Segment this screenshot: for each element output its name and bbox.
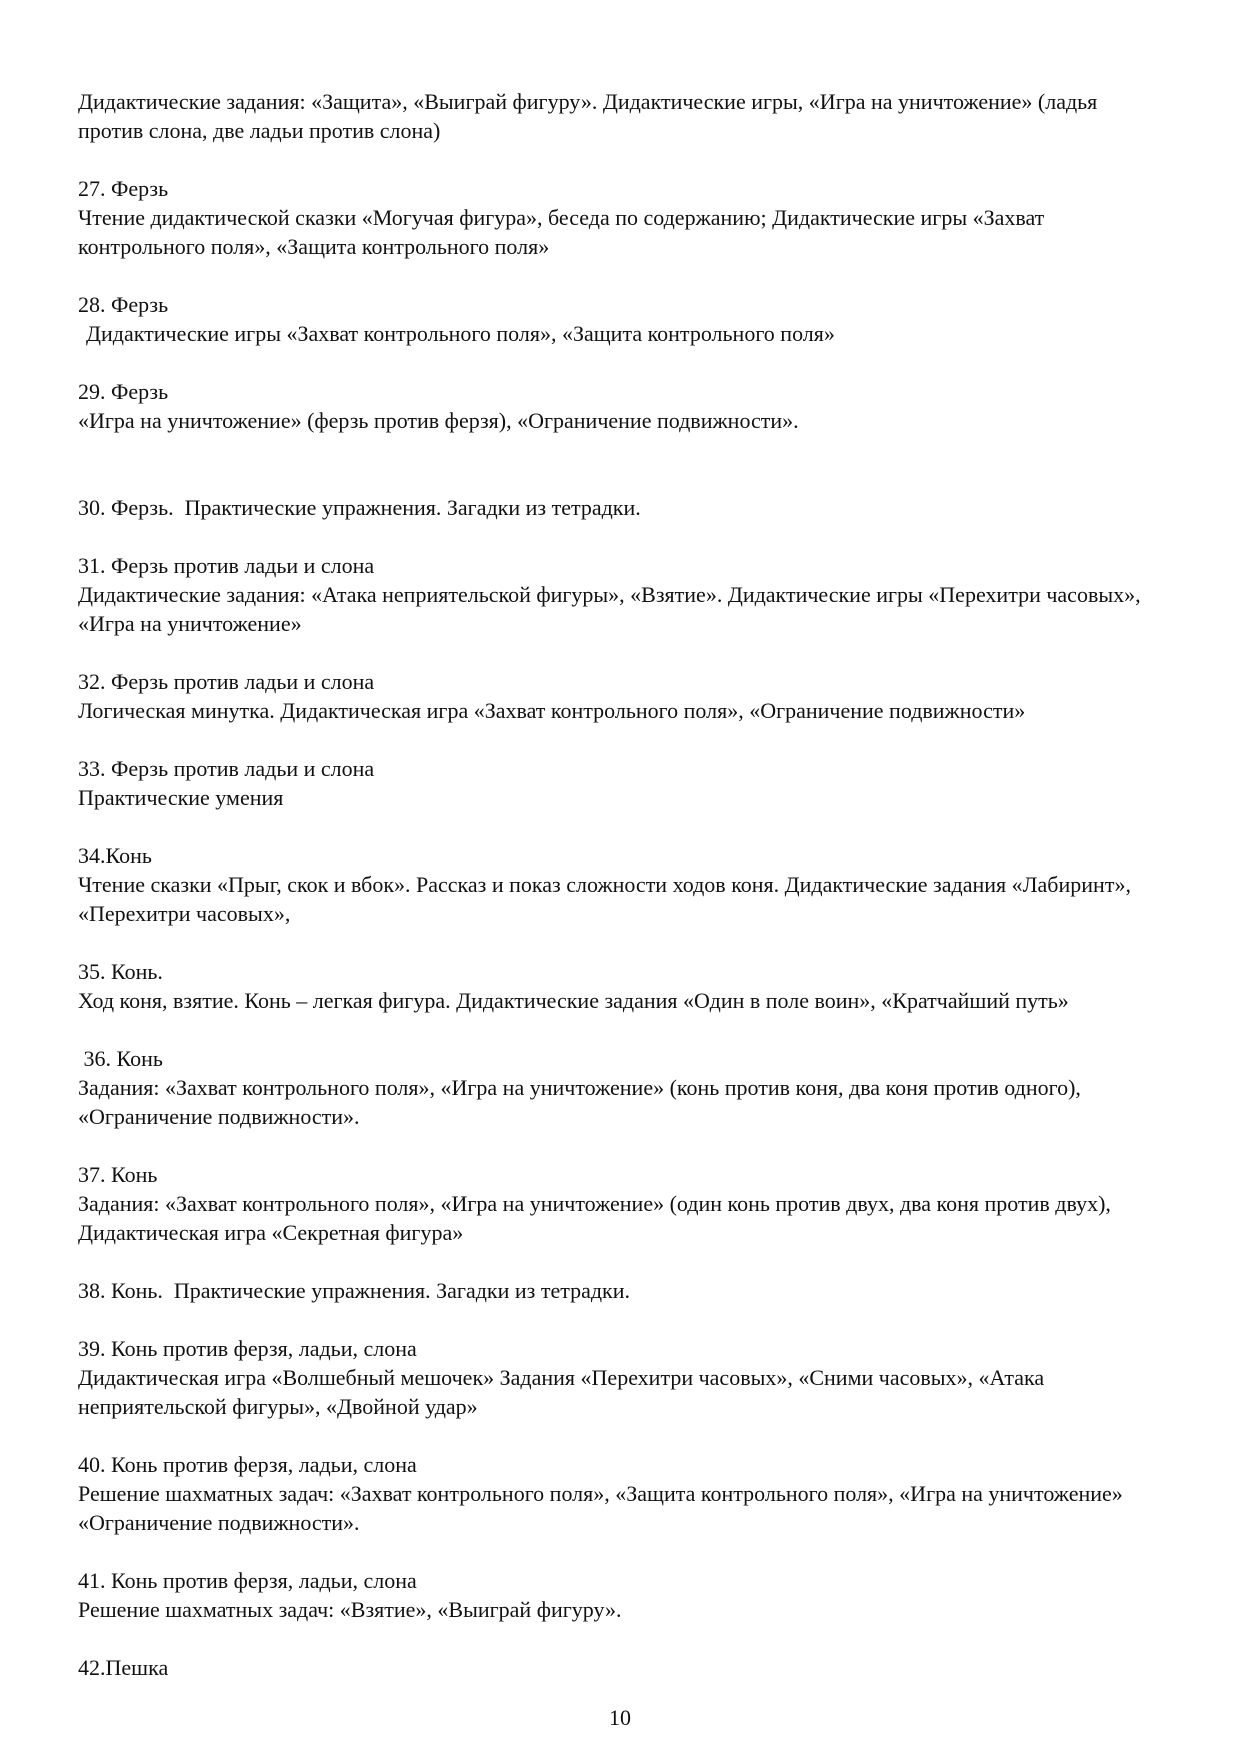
document-content — [78, 87, 1166, 1682]
section-heading: 36. Конь — [78, 1046, 163, 1071]
section-body: «Игра на уничтожение» (ферзь против ферзя), «Ограничение подвижности». — [78, 408, 799, 433]
section-body: Логическая минутка. Дидактическая игра «Захват контрольного поля», «Ограничение подвижности» — [78, 698, 1026, 723]
section-body: Чтение дидактической сказки «Могучая фигура», беседа по содержанию; Дидактические игры «Захват контрольного поля», «Защита контрольного поля» — [78, 205, 1045, 259]
section-heading: 31. Ферзь против ладьи и слона — [78, 553, 375, 578]
section-body: Чтение сказки «Прыг, скок и вбок». Рассказ и показ сложности ходов коня. Дидактические задания «Лабиринт», «Перехитри часовых», — [78, 872, 1131, 926]
section-heading: 41. Конь против ферзя, ладьи, слона — [78, 1568, 417, 1593]
section-36 — [78, 1044, 1166, 1131]
section-body: Решение шахматных задач: «Взятие», «Выиграй фигуру». — [78, 1597, 622, 1622]
section-intro — [78, 87, 1166, 145]
section-27 — [78, 174, 1166, 261]
page-number: 10 — [609, 1705, 631, 1730]
section-body: Дидактическая игра «Волшебный мешочек» Задания «Перехитри часовых», «Сними часовых», «Атака неприятельской фигуры», «Двойной удар» — [78, 1365, 1045, 1419]
section-34 — [78, 841, 1166, 928]
section-29 — [78, 377, 1166, 435]
section-31 — [78, 551, 1166, 638]
section-35 — [78, 957, 1166, 1015]
section-body: Ход коня, взятие. Конь – легкая фигура. Дидактические задания «Один в поле воин», «Кратчайший путь» — [78, 988, 1069, 1013]
section-38 — [78, 1276, 1166, 1305]
section-body: Дидактические игры «Захват контрольного поля», «Защита контрольного поля» — [86, 321, 835, 346]
section-42 — [78, 1653, 1166, 1682]
section-heading: 30. Ферзь. Практические упражнения. Загадки из тетрадки. — [78, 495, 641, 520]
section-40 — [78, 1450, 1166, 1537]
section-body: Решение шахматных задач: «Захват контрольного поля», «Защита контрольного поля», «Игра на уничтожение» «Ограничение подвижности». — [78, 1481, 1123, 1535]
section-32 — [78, 667, 1166, 725]
section-heading: 38. Конь. Практические упражнения. Загадки из тетрадки. — [78, 1278, 631, 1303]
section-heading: 37. Конь — [78, 1162, 158, 1187]
section-39 — [78, 1334, 1166, 1421]
section-body: Практические умения — [78, 785, 284, 810]
section-body: Задания: «Захват контрольного поля», «Игра на уничтожение» (один конь против двух, два коня против двух), Дидактическая игра «Секретная фигура» — [78, 1191, 1111, 1245]
section-heading: 27. Ферзь — [78, 176, 169, 201]
section-28 — [78, 290, 1166, 348]
section-heading: 28. Ферзь — [78, 292, 169, 317]
section-heading: 32. Ферзь против ладьи и слона — [78, 669, 375, 694]
section-heading: 35. Конь. — [78, 959, 163, 984]
section-heading: 34.Конь — [78, 843, 152, 868]
section-heading: 29. Ферзь — [78, 379, 169, 404]
section-heading: 40. Конь против ферзя, ладьи, слона — [78, 1452, 417, 1477]
section-heading: 39. Конь против ферзя, ладьи, слона — [78, 1336, 417, 1361]
section-heading: 33. Ферзь против ладьи и слона — [78, 756, 375, 781]
section-33 — [78, 754, 1166, 812]
section-body: Дидактические задания: «Атака неприятельской фигуры», «Взятие». Дидактические игры «Перехитри часовых», «Игра на уничтожение» — [78, 582, 1141, 636]
section-37 — [78, 1160, 1166, 1247]
section-heading: 42.Пешка — [78, 1655, 169, 1680]
section-body: Задания: «Захват контрольного поля», «Игра на уничтожение» (конь против коня, два коня против одного), «Ограничение подвижности». — [78, 1075, 1081, 1129]
section-body: Дидактические задания: «Защита», «Выиграй фигуру». Дидактические игры, «Игра на уничтожение» (ладья против слона, две ладьи против слона) — [78, 89, 1098, 143]
section-41 — [78, 1566, 1166, 1624]
section-30 — [78, 493, 1166, 522]
